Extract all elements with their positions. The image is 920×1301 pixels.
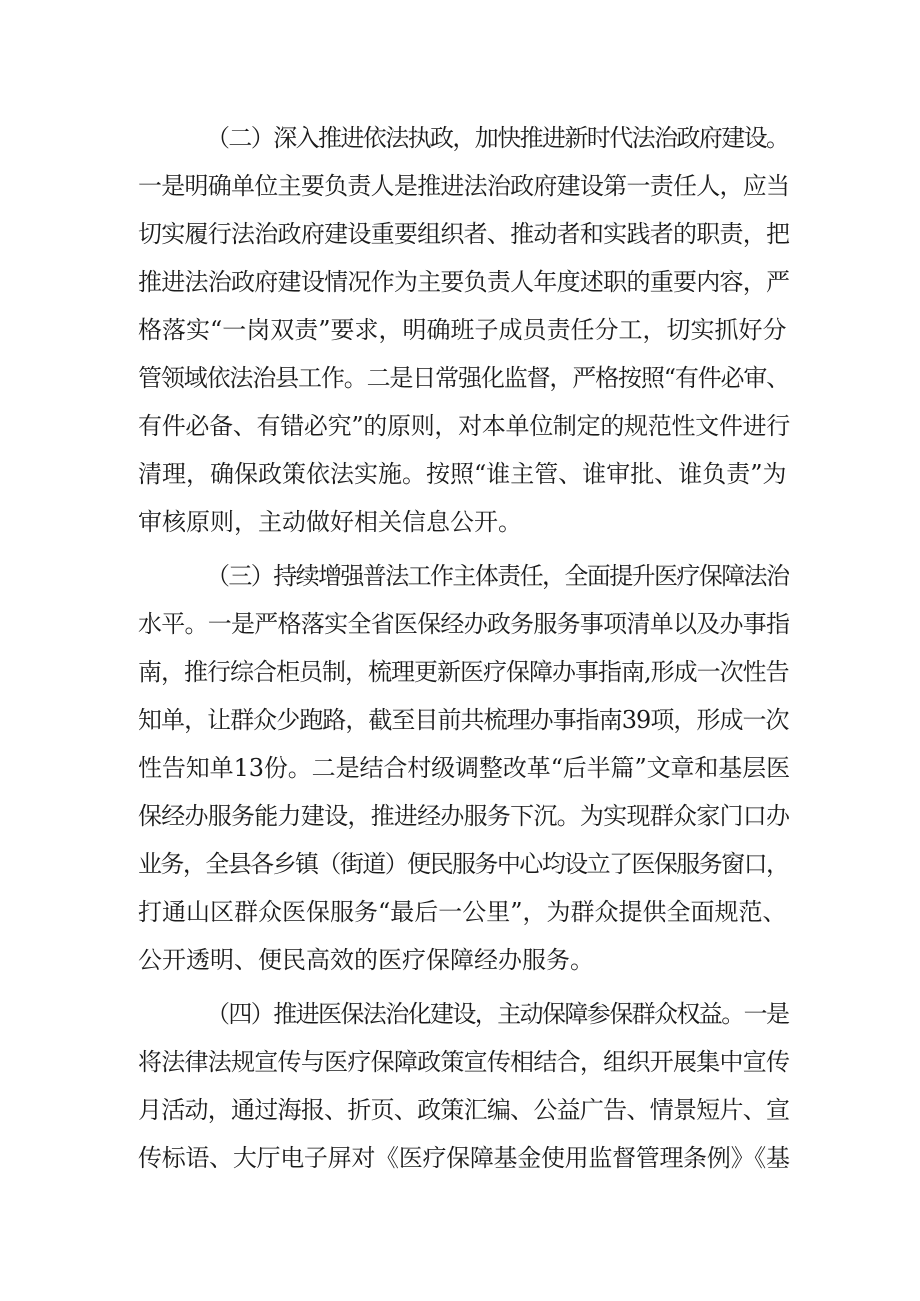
paragraph-2-line-3: 切实履行法治政府建设重要组织者、推动者和实践者的职责，把: [138, 220, 790, 248]
paragraph-2-line-6: 管领域依法治县工作。二是日常强化监督，严格按照“有件必审、: [138, 364, 790, 392]
paragraph-3-line-6: 保经办服务能力建设，推进经办服务下沉。为实现群众家门口办: [138, 802, 790, 830]
paragraph-4-line-2: 将法律法规宣传与医疗保障政策宣传相结合，组织开展集中宣传: [138, 1048, 790, 1076]
paragraph-3-line-8: 打通山区群众医保服务“最后一公里”，为群众提供全面规范、: [138, 898, 787, 926]
paragraph-3-line-9: 公开透明、便民高效的医疗保障经办服务。: [138, 946, 594, 974]
paragraph-4-line-4: 传标语、大厅电子屏对《医疗保障基金使用监督管理条例》《基: [138, 1144, 790, 1172]
paragraph-2-line-7: 有件必备、有错必究”的原则，对本单位制定的规范性文件进行: [138, 412, 790, 440]
paragraph-4-line-1: （四）推进医保法治化建设，主动保障参保群众权益。一是: [206, 1000, 789, 1028]
paragraph-3-line-5: 性告知单13份。二是结合村级调整改革“后半篇”文章和基层医: [138, 754, 790, 782]
paragraph-2-line-2: 一是明确单位主要负责人是推进法治政府建设第一责任人，应当: [138, 172, 790, 200]
paragraph-2-line-4: 推进法治政府建设情况作为主要负责人年度述职的重要内容，严: [138, 268, 790, 296]
paragraph-3-line-3: 南，推行综合柜员制，梳理更新医疗保障办事指南,形成一次性告: [138, 658, 789, 686]
paragraph-2-line-1: （二）深入推进依法执政，加快推进新时代法治政府建设。: [206, 124, 789, 152]
paragraph-2-line-9: 审核原则，主动做好相关信息公开。: [138, 508, 522, 536]
paragraph-3-line-4: 知单，让群众少跑路，截至目前共梳理办事指南39项，形成一次: [138, 706, 789, 734]
paragraph-3-line-2: 水平。一是严格落实全省医保经办政务服务事项清单以及办事指: [138, 610, 790, 638]
paragraph-3-line-7: 业务，全县各乡镇（街道）便民服务中心均设立了医保服务窗口，: [138, 850, 789, 878]
paragraph-2-line-5: 格落实“一岗双责”要求，明确班子成员责任分工，切实抓好分: [138, 316, 787, 344]
paragraph-4-line-3: 月活动，通过海报、折页、政策汇编、公益广告、情景短片、宣: [138, 1096, 790, 1124]
paragraph-3-line-1: （三）持续增强普法工作主体责任，全面提升医疗保障法治: [206, 562, 789, 590]
paragraph-2-line-8: 清理，确保政策依法实施。按照“谁主管、谁审批、谁负责”为: [138, 460, 787, 488]
